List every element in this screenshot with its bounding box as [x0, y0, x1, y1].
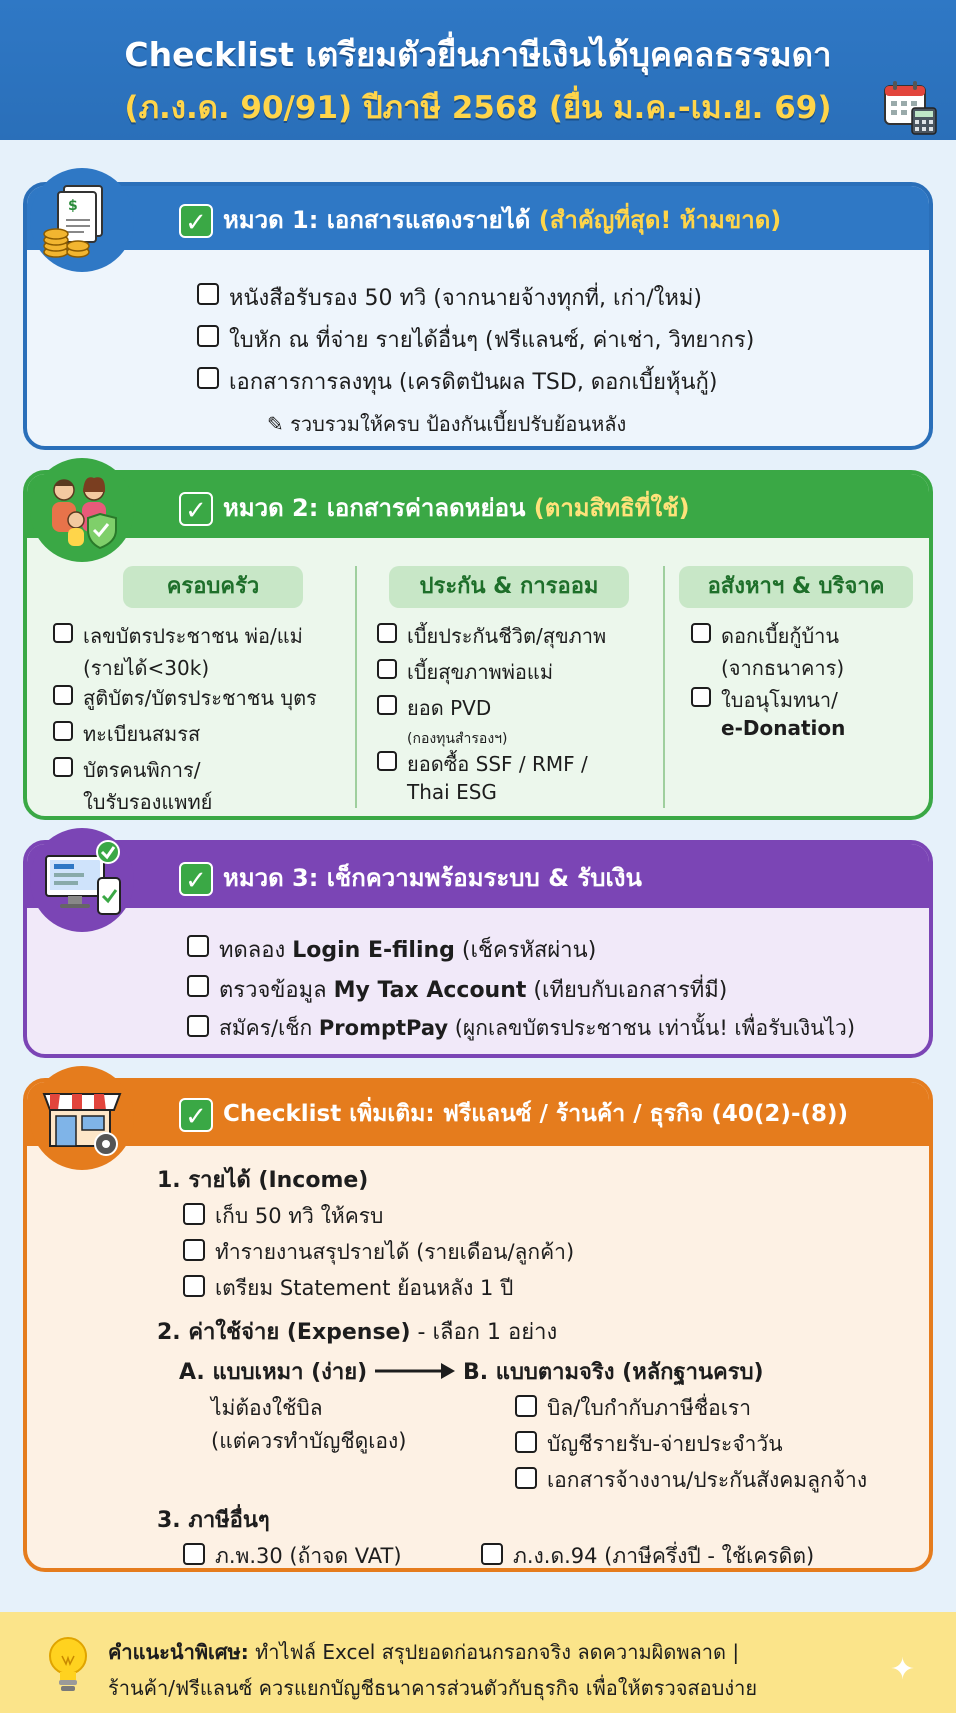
- checkbox[interactable]: [183, 1275, 205, 1297]
- checklist-item[interactable]: เลขบัตรประชาชน พ่อ/แม่ (รายได้<30k): [53, 620, 303, 684]
- checkmark-icon: ✓: [179, 204, 213, 238]
- income-heading: 1. รายได้ (Income): [157, 1168, 369, 1193]
- family-shield-icon: [28, 456, 136, 564]
- checklist-item[interactable]: ทะเบียนสมรส: [53, 718, 200, 750]
- section-freelance-business: [23, 1078, 933, 1572]
- arrow-right-icon: [373, 1360, 457, 1382]
- checklist-item[interactable]: ตรวจข้อมูล My Tax Account (เทียบกับเอกสารที่มี): [187, 972, 727, 1007]
- page-title: Checklist เตรียมตัวยื่นภาษีเงินได้บุคคลธรรมดา: [124, 35, 832, 74]
- tip-note: ✎ รวบรวมให้ครบ ป้องกันเบี้ยปรับย้อนหลัง: [267, 412, 627, 436]
- checkbox[interactable]: [197, 325, 219, 347]
- section-system-readiness: [23, 840, 933, 1058]
- checkbox[interactable]: [515, 1431, 537, 1453]
- checklist-item[interactable]: เก็บ 50 ทวิ ให้ครบ: [183, 1200, 383, 1233]
- checkmark-icon: ✓: [179, 862, 213, 896]
- column-heading-property-donation: อสังหาฯ & บริจาค: [679, 566, 913, 608]
- checkbox[interactable]: [187, 1015, 209, 1037]
- checkbox[interactable]: [183, 1203, 205, 1225]
- checkbox[interactable]: [691, 623, 711, 643]
- checkbox[interactable]: [377, 659, 397, 679]
- section-title: ✓ หมวด 3: เช็กความพร้อมระบบ & รับเงิน: [179, 858, 642, 897]
- page-subtitle: (ภ.ง.ด. 90/91) ปีภาษี 2568 (ยื่น ม.ค.-เม.ย. 69): [124, 90, 832, 126]
- section-title: ✓ หมวด 2: เอกสารค่าลดหย่อน (ตามสิทธิที่ใช้): [179, 488, 690, 527]
- checkbox[interactable]: [187, 975, 209, 997]
- column-heading-insurance-savings: ประกัน & การออม: [389, 566, 629, 608]
- checkmark-icon: ✓: [179, 492, 213, 526]
- checklist-item[interactable]: หนังสือรับรอง 50 ทวิ (จากนายจ้างทุกที่, เก่า/ใหม่): [197, 280, 702, 315]
- option-a-label: A. แบบเหมา (ง่าย): [179, 1360, 368, 1385]
- checkbox[interactable]: [377, 695, 397, 715]
- checklist-item[interactable]: เบี้ยประกันชีวิต/สุขภาพ: [377, 620, 606, 652]
- checkbox[interactable]: [187, 935, 209, 957]
- checklist-item[interactable]: เบี้ยสุขภาพพ่อแม่: [377, 656, 553, 688]
- svg-text:$: $: [68, 198, 78, 214]
- checkbox[interactable]: [183, 1239, 205, 1261]
- checklist-item[interactable]: เอกสารจ้างงาน/ประกันสังคมลูกจ้าง: [515, 1464, 867, 1497]
- sparkle-icon: ✦: [890, 1652, 916, 1687]
- checklist-item[interactable]: สูติบัตร/บัตรประชาชน บุตร: [53, 682, 317, 714]
- section-deduction-documents: [23, 470, 933, 820]
- shop-gear-icon: [28, 1064, 136, 1172]
- memo-pencil-icon: ✎: [267, 412, 284, 436]
- option-a-description: ไม่ต้องใช้บิล (แต่ควรทำบัญชีดูเอง): [211, 1396, 407, 1453]
- section-title: ✓ Checklist เพิ่มเติม: ฟรีแลนซ์ / ร้านค้า / ธุรกิจ (40(2)-(8)): [179, 1096, 848, 1132]
- checkbox[interactable]: [481, 1543, 503, 1565]
- calendar-calculator-icon: [882, 78, 940, 136]
- other-tax-heading: 3. ภาษีอื่นๆ: [157, 1508, 270, 1533]
- checklist-item[interactable]: ยอด PVD (กองทุนสำรองฯ): [377, 692, 507, 750]
- section-title: ✓ หมวด 1: เอกสารแสดงรายได้ (สำคัญที่สุด! ห้ามขาด): [179, 200, 781, 239]
- documents-coins-icon: [28, 166, 136, 274]
- checkbox[interactable]: [53, 623, 73, 643]
- checkbox[interactable]: [197, 367, 219, 389]
- column-divider: [355, 566, 357, 808]
- checkmark-icon: ✓: [179, 1098, 213, 1132]
- checklist-item[interactable]: บัตรคนพิการ/ ใบรับรองแพทย์: [53, 754, 212, 818]
- checklist-item[interactable]: ดอกเบี้ยกู้บ้าน (จากธนาคาร): [691, 620, 844, 684]
- checklist-item[interactable]: บิล/ใบกำกับภาษีชื่อเรา: [515, 1392, 751, 1425]
- checklist-item[interactable]: เอกสารการลงทุน (เครดิตปันผล TSD, ดอกเบี้ยหุ้นกู้): [197, 364, 717, 399]
- header-banner: [0, 0, 956, 140]
- checkbox[interactable]: [53, 721, 73, 741]
- checkbox[interactable]: [515, 1395, 537, 1417]
- option-b-label: B. แบบตามจริง (หลักฐานครบ): [463, 1360, 764, 1385]
- lightbulb-icon: [46, 1634, 90, 1694]
- column-heading-family: ครอบครัว: [123, 566, 303, 608]
- checklist-item[interactable]: ยอดซื้อ SSF / RMF / Thai ESG: [377, 748, 588, 804]
- checkbox[interactable]: [183, 1543, 205, 1565]
- checkbox[interactable]: [377, 623, 397, 643]
- checkbox[interactable]: [53, 757, 73, 777]
- footer-tip: [0, 1612, 956, 1713]
- column-divider: [663, 566, 665, 808]
- checkbox[interactable]: [691, 687, 711, 707]
- computer-phone-check-icon: [28, 826, 136, 934]
- checklist-item[interactable]: ภ.ง.ด.94 (ภาษีครึ่งปี - ใช้เครดิต): [481, 1540, 814, 1572]
- checklist-item[interactable]: ใบอนุโมทนา/ e-Donation: [691, 684, 845, 740]
- checklist-item[interactable]: ทำรายงานสรุปรายได้ (รายเดือน/ลูกค้า): [183, 1236, 574, 1269]
- checkbox[interactable]: [377, 751, 397, 771]
- checklist-item[interactable]: ภ.พ.30 (ถ้าจด VAT): [183, 1540, 402, 1572]
- expense-heading: 2. ค่าใช้จ่าย (Expense) - เลือก 1 อย่าง: [157, 1320, 558, 1345]
- checklist-item[interactable]: สมัคร/เช็ก PromptPay (ผูกเลขบัตรประชาชน เท่านั้น! เพื่อรับเงินไว): [187, 1012, 855, 1045]
- footer-line-2: ร้านค้า/ฟรีแลนซ์ ควรแยกบัญชีธนาคารส่วนตัวกับธุรกิจ เพื่อให้ตรวจสอบง่าย: [108, 1676, 758, 1700]
- checklist-item[interactable]: บัญชีรายรับ-จ่ายประจำวัน: [515, 1428, 783, 1461]
- checkbox[interactable]: [53, 685, 73, 705]
- checklist-item[interactable]: เตรียม Statement ย้อนหลัง 1 ปี: [183, 1272, 513, 1305]
- checklist-item[interactable]: ใบหัก ณ ที่จ่าย รายได้อื่นๆ (ฟรีแลนซ์, ค่าเช่า, วิทยากร): [197, 322, 754, 357]
- checklist-item[interactable]: ทดลอง Login E-filing (เช็ครหัสผ่าน): [187, 932, 596, 967]
- footer-line-1: คำแนะนำพิเศษ: ทำไฟล์ Excel สรุปยอดก่อนกรอกจริง ลดความผิดพลาด |: [108, 1640, 740, 1664]
- checkbox[interactable]: [515, 1467, 537, 1489]
- checkbox[interactable]: [197, 283, 219, 305]
- section-income-documents: [23, 182, 933, 450]
